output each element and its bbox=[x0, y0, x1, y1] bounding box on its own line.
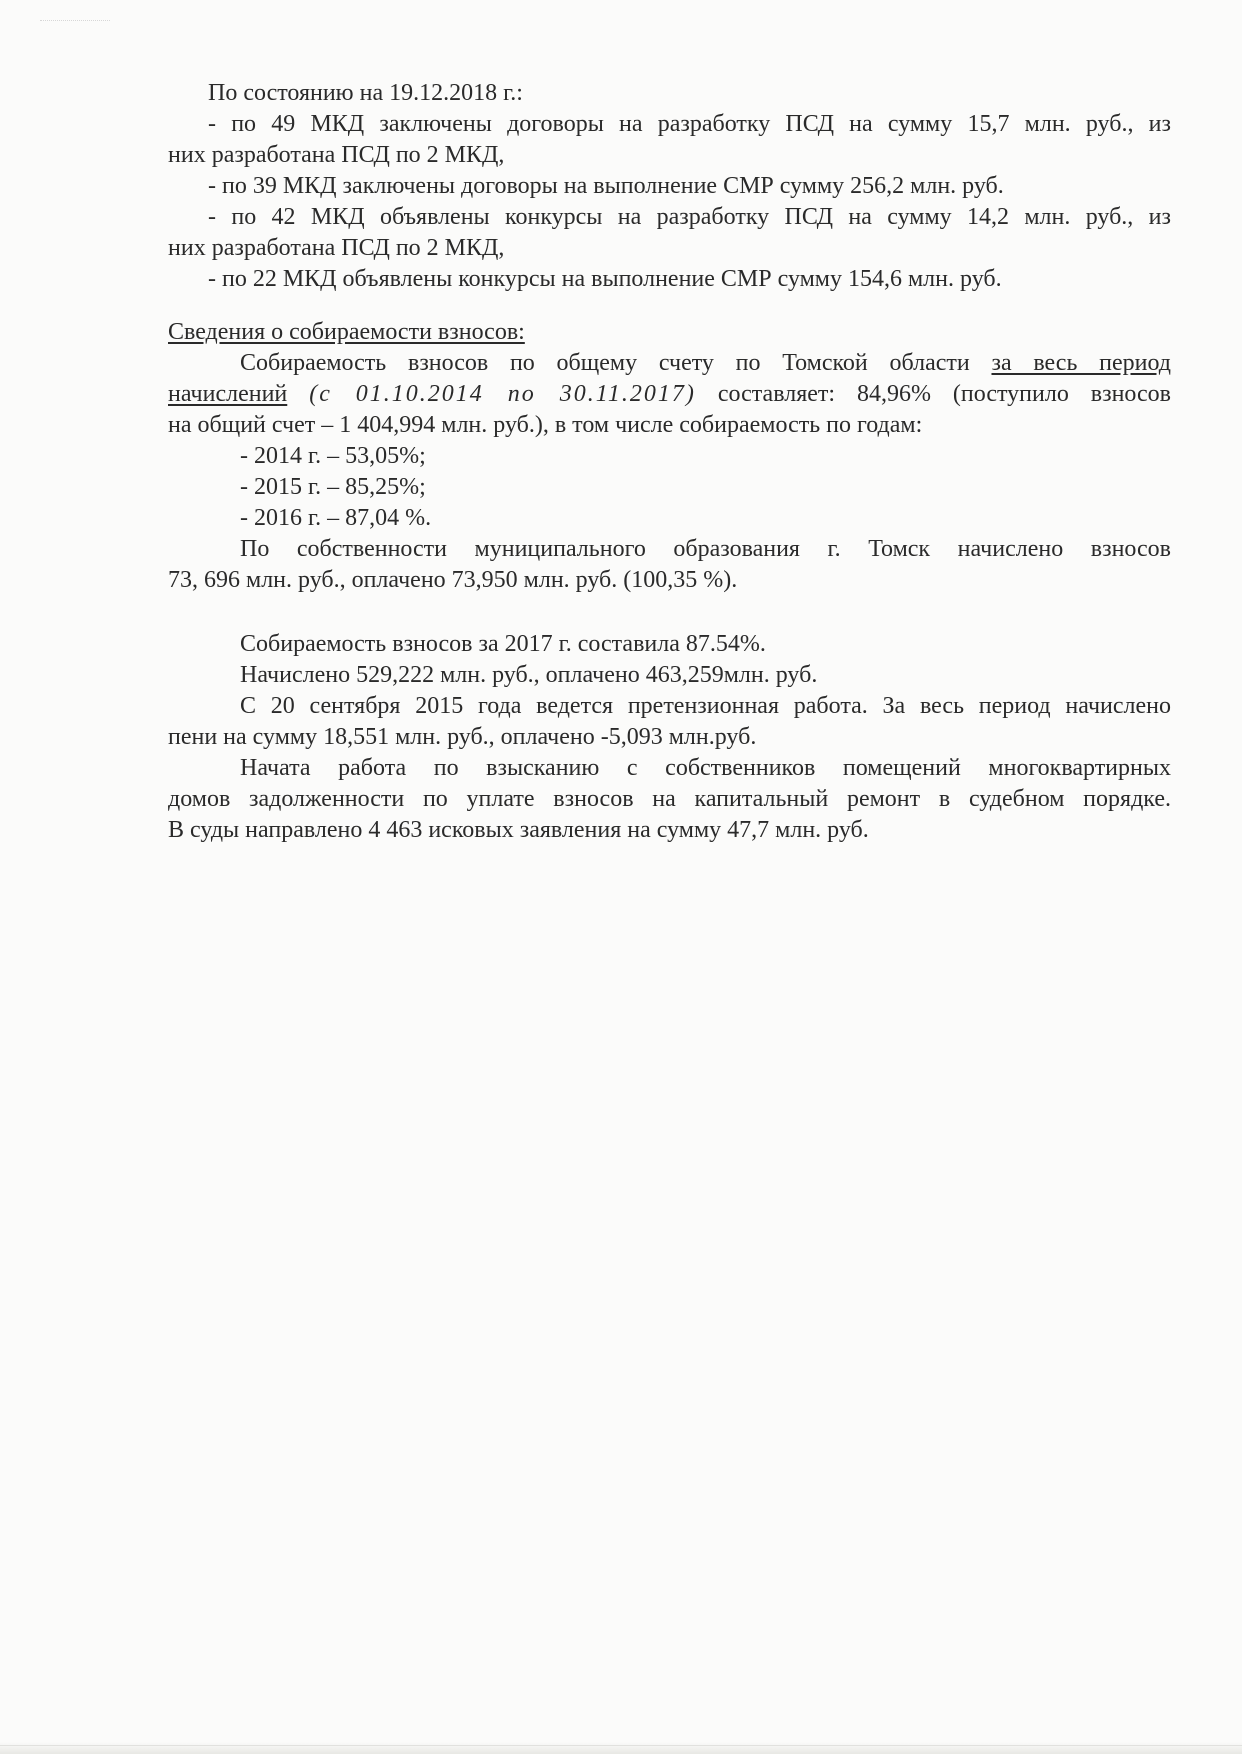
yearly-rate-item: - 2016 г. – 87,04 %. bbox=[240, 505, 432, 531]
collection-period-underlined: начислений bbox=[168, 381, 288, 407]
collection-period-underlined: за весь период bbox=[991, 350, 1172, 376]
yearly-rate-item: - 2014 г. – 53,05%; bbox=[240, 443, 426, 469]
collection-paragraph-line: на общий счет – 1 404,994 млн. руб.), в том числе собираемость по годам: bbox=[168, 412, 923, 438]
page-bottom-edge bbox=[0, 1742, 1242, 1754]
collection-period-range: (с 01.10.2014 по 30.11.2017) bbox=[309, 381, 696, 407]
status-date-line: По состоянию на 19.12.2018 г.: bbox=[208, 80, 523, 106]
court-paragraph-line: домов задолженности по уплате взносов на капитальный ремонт в судебном порядке. bbox=[168, 786, 1171, 812]
yearly-rate-item: - 2015 г. – 85,25%; bbox=[240, 474, 426, 500]
contract-line-continuation: них разработана ПСД по 2 МКД, bbox=[168, 235, 505, 261]
collection-paragraph-line bbox=[168, 379, 1171, 410]
contract-line-continuation: них разработана ПСД по 2 МКД, bbox=[168, 142, 505, 168]
contract-line: - по 49 МКД заключены договоры на разработку ПСД на сумму 15,7 млн. руб., из bbox=[208, 111, 1171, 137]
contract-line: - по 39 МКД заключены договоры на выполнение СМР сумму 256,2 млн. руб. bbox=[208, 173, 1004, 199]
section-heading: Сведения о собираемости взносов: bbox=[168, 319, 525, 345]
year-2017-amounts: Начислено 529,222 млн. руб., оплачено 463,259млн. руб. bbox=[240, 662, 818, 688]
municipal-paragraph-line: По собственности муниципального образования г. Томск начислено взносов bbox=[240, 536, 1171, 562]
contract-line: - по 22 МКД объявлены конкурсы на выполнение СМР сумму 154,6 млн. руб. bbox=[208, 266, 1002, 292]
court-paragraph-line: Начата работа по взысканию с собственников помещений многоквартирных bbox=[240, 755, 1171, 781]
year-2017-rate: Собираемость взносов за 2017 г. составила 87.54%. bbox=[240, 631, 766, 657]
claims-paragraph-line: С 20 сентября 2015 года ведется претензионная работа. За весь период начислено bbox=[240, 693, 1171, 719]
scan-artifact bbox=[40, 20, 110, 25]
court-paragraph-line: В суды направлено 4 463 исковых заявления на сумму 47,7 млн. руб. bbox=[168, 817, 869, 843]
claims-paragraph-line: пени на сумму 18,551 млн. руб., оплачено -5,093 млн.руб. bbox=[168, 724, 757, 750]
collection-rate-text: составляет: 84,96% (поступило взносов bbox=[717, 381, 1172, 407]
municipal-paragraph-line: 73, 696 млн. руб., оплачено 73,950 млн. руб. (100,35 %). bbox=[168, 567, 738, 593]
paragraph-spacer bbox=[168, 596, 1171, 629]
document-content bbox=[168, 78, 1171, 846]
collection-paragraph-line bbox=[168, 348, 1171, 379]
collection-intro-text: Собираемость взносов по общему счету по Томской области bbox=[240, 350, 992, 376]
contract-line: - по 42 МКД объявлены конкурсы на разработку ПСД на сумму 14,2 млн. руб., из bbox=[208, 204, 1171, 230]
